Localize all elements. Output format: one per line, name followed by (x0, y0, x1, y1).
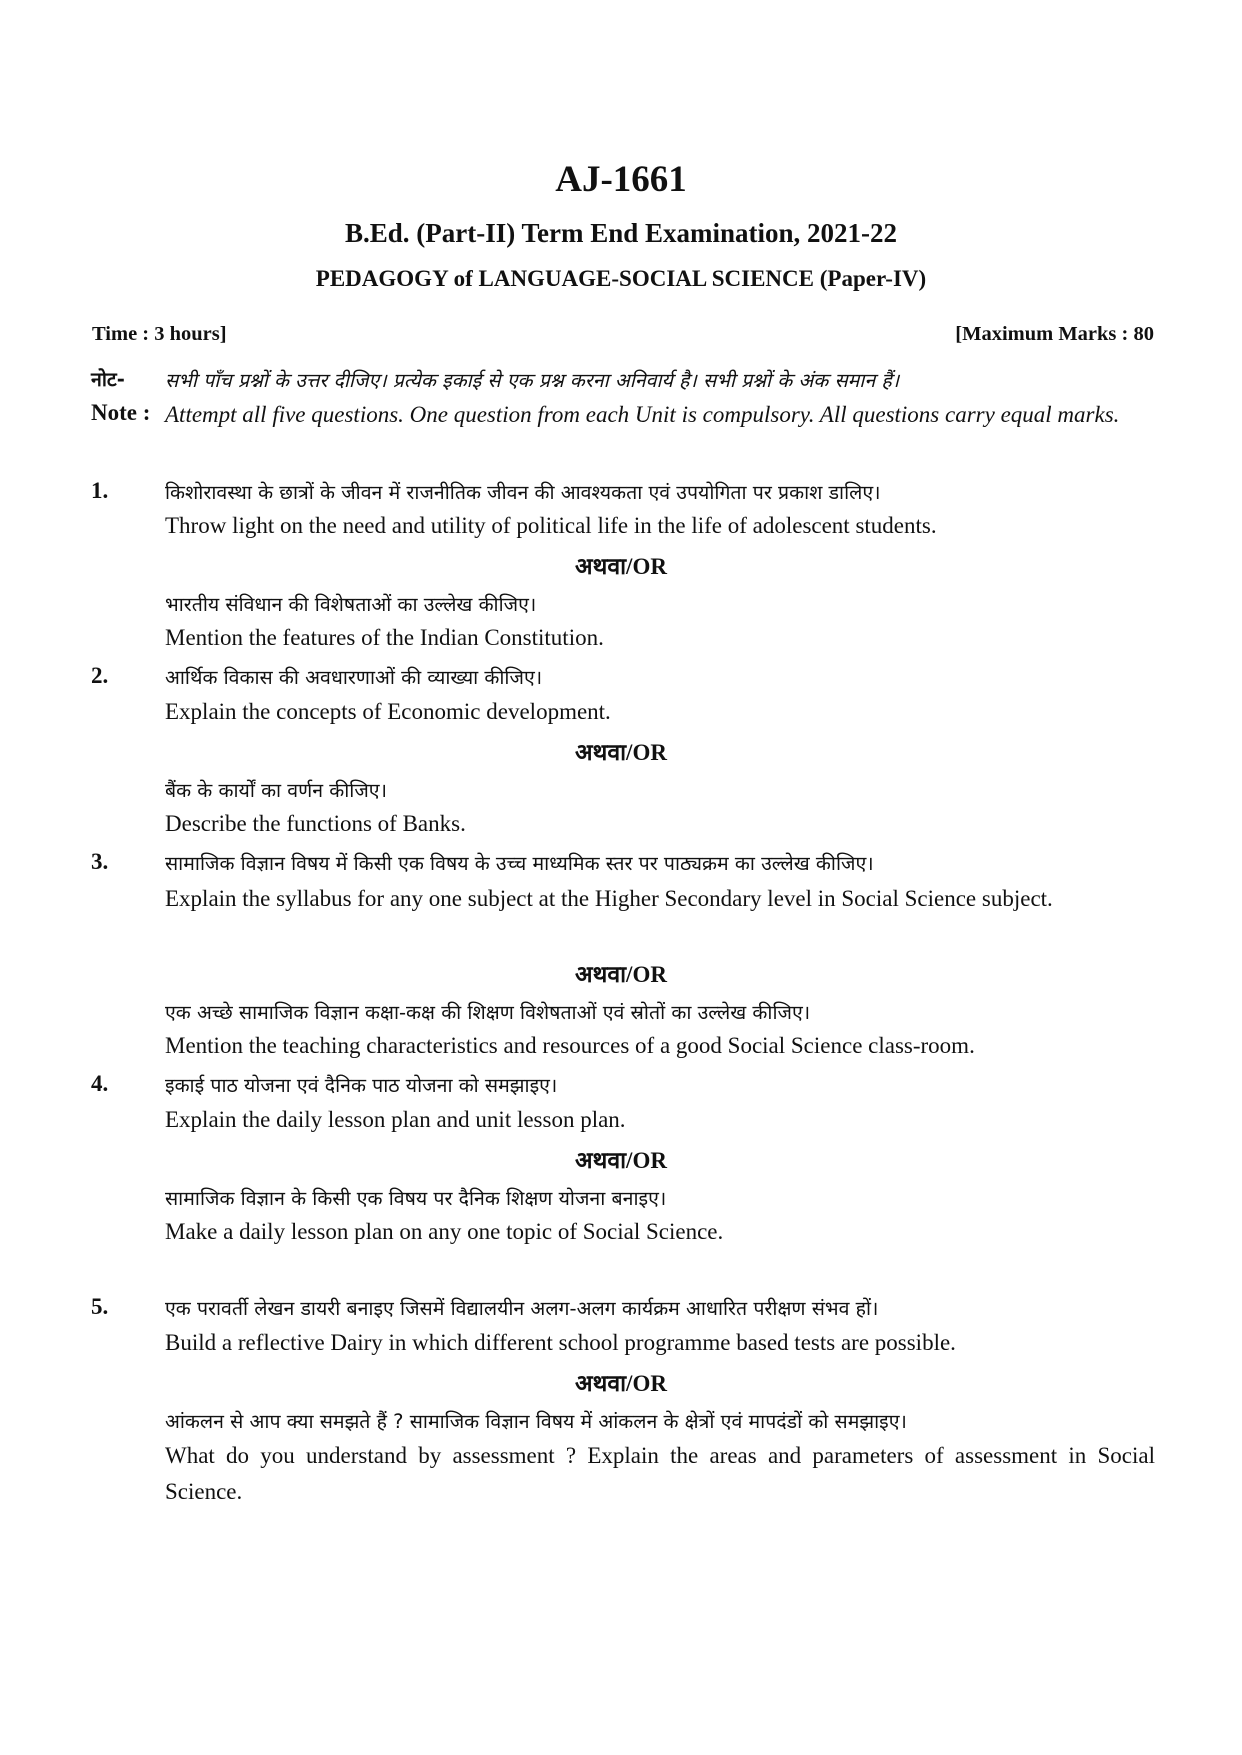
exam-title: B.Ed. (Part-II) Term End Examination, 2021-22 (344, 218, 898, 248)
question-number: 5. (91, 1294, 109, 1319)
question-4-english: Explain the daily lesson plan and unit lesson plan. (165, 1107, 626, 1132)
question-5-hindi: एक परावर्ती लेखन डायरी बनाइए जिसमें विद्यालयीन अलग-अलग कार्यक्रम आधारित परीक्षण संभव हों। (165, 1297, 879, 1320)
or-divider: अथवा/OR (575, 740, 667, 765)
question-3-english: Explain the syllabus for any one subject at the Higher Secondary level in Social Science subject. (165, 886, 1053, 911)
question-2-alt-english: Describe the functions of Banks. (165, 811, 466, 836)
question-3-hindi: सामाजिक विज्ञान विषय में किसी एक विषय के उच्च माध्यमिक स्तर पर पाठ्यक्रम का उल्लेख कीजिए। (165, 852, 874, 875)
question-number: 3. (91, 849, 109, 874)
question-4-hindi: इकाई पाठ योजना एवं दैनिक पाठ योजना को समझाइए। (165, 1074, 558, 1097)
question-1-alt-hindi: भारतीय संविधान की विशेषताओं का उल्लेख कीजिए। (165, 593, 537, 616)
paper-code: AJ-1661 (555, 159, 687, 200)
or-divider: अथवा/OR (575, 1371, 667, 1396)
question-number: 4. (91, 1071, 109, 1096)
or-divider: अथवा/OR (575, 554, 667, 579)
question-number: 2. (91, 663, 109, 688)
question-3-alt-english: Mention the teaching characteristics and resources of a good Social Science class-room. (165, 1033, 975, 1058)
hindi-note-label: नोट- (91, 368, 125, 391)
question-1-alt-english: Mention the features of the Indian Constitution. (165, 625, 604, 650)
question-5-alt-english: What do you understand by assessment ? Explain the areas and parameters of assessment in Social Science. (165, 1443, 1155, 1504)
english-note-label: Note : (91, 400, 151, 425)
question-1-english: Throw light on the need and utility of political life in the life of adolescent students. (165, 513, 937, 538)
time-allowed: Time : 3 hours] (92, 323, 227, 345)
question-2-hindi: आर्थिक विकास की अवधारणाओं की व्याख्या कीजिए। (165, 666, 543, 689)
question-5-alt-hindi: आंकलन से आप क्या समझते हैं ? सामाजिक विज्ञान विषय में आंकलन के क्षेत्रों एवं मापदंडों को समझाइए। (165, 1410, 907, 1433)
question-2-alt-hindi: बैंक के कार्यों का वर्णन कीजिए। (165, 779, 387, 802)
maximum-marks: [Maximum Marks : 80 (955, 323, 1154, 345)
english-note-text: Attempt all five questions. One question from each Unit is compulsory. All questions carry equal marks. (165, 402, 1120, 427)
question-4-alt-english: Make a daily lesson plan on any one topic of Social Science. (165, 1219, 724, 1244)
question-3-alt-hindi: एक अच्छे सामाजिक विज्ञान कक्षा-कक्ष की शिक्षण विशेषताओं एवं स्रोतों का उल्लेख कीजिए। (165, 1001, 811, 1024)
question-5-english: Build a reflective Dairy in which different school programme based tests are possible. (165, 1330, 956, 1355)
question-number: 1. (91, 478, 109, 503)
or-divider: अथवा/OR (575, 962, 667, 987)
or-divider: अथवा/OR (575, 1148, 667, 1173)
paper-title: PEDAGOGY of LANGUAGE-SOCIAL SCIENCE (Paper-IV) (315, 266, 927, 291)
question-2-english: Explain the concepts of Economic development. (165, 699, 611, 724)
question-1-hindi: किशोरावस्था के छात्रों के जीवन में राजनीतिक जीवन की आवश्यकता एवं उपयोगिता पर प्रकाश डालिए। (165, 481, 881, 504)
hindi-note-text: सभी पाँच प्रश्नों के उत्तर दीजिए। प्रत्येक इकाई से एक प्रश्न करना अनिवार्य है। सभी प्रश्नों के अंक समान हैं। (165, 369, 900, 392)
question-4-alt-hindi: सामाजिक विज्ञान के किसी एक विषय पर दैनिक शिक्षण योजना बनाइए। (165, 1187, 667, 1210)
